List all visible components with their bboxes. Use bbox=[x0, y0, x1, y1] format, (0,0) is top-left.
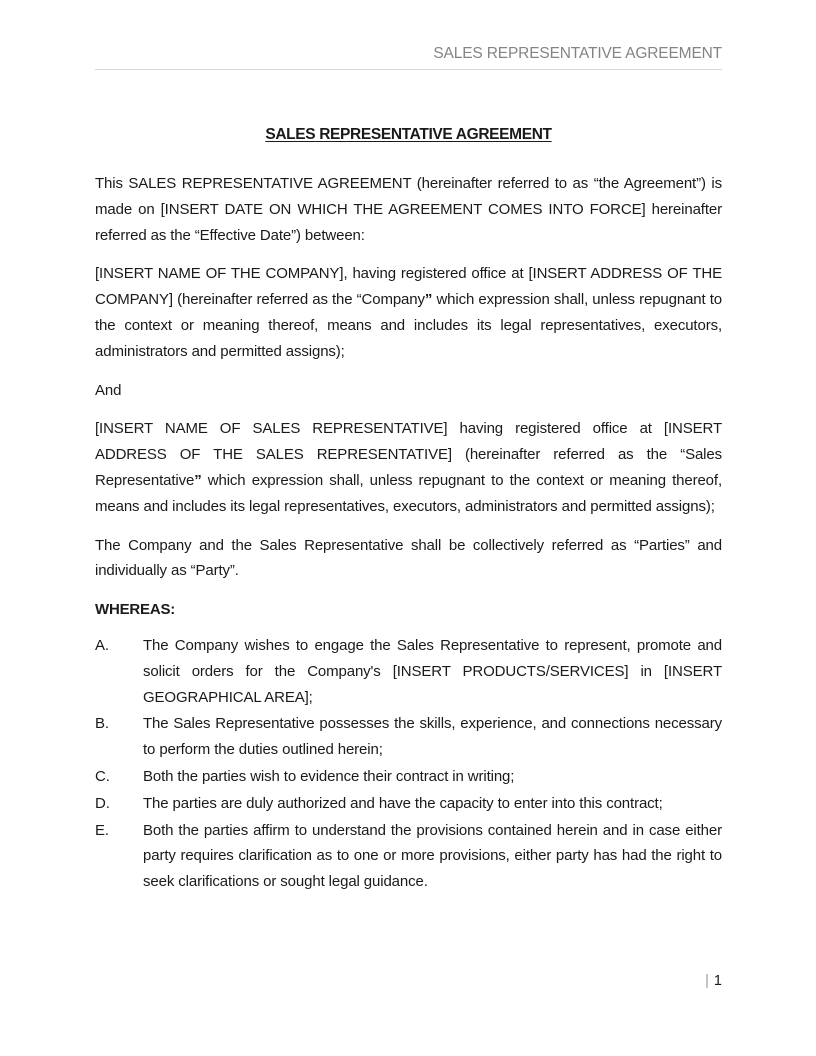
paragraph-and-connector bbox=[95, 378, 722, 404]
whereas-heading-text: WHEREAS: bbox=[95, 601, 176, 619]
paragraph-parties-text: The Company and the Sales Representative shall be collectively referred as “Parties” and individually as “Party”. bbox=[95, 536, 722, 580]
paragraph-company-text-part2: which expression shall, unless repugnant to the context or meaning thereof, means and includes its legal representatives, executors, administrators and permitted assigns); bbox=[95, 291, 722, 360]
paragraph-sales-rep-quote-close: ” bbox=[194, 471, 202, 489]
paragraph-and-text: And bbox=[95, 381, 122, 399]
page-footer bbox=[95, 972, 722, 991]
paragraph-intro-text: This SALES REPRESENTATIVE AGREEMENT (hereinafter referred to as “the Agreement”) is made on [INSERT DATE ON WHICH THE AGREEMENT COMES INTO FORCE] hereinafter referred as the “Effective Date”) between: bbox=[95, 175, 722, 244]
paragraph-company-text-part1: [INSERT NAME OF THE COMPANY], having registered office at [INSERT ADDRESS OF THE COMPANY] (hereinafter referred as the “Company bbox=[95, 265, 722, 309]
list-item bbox=[95, 633, 722, 710]
document-body bbox=[95, 125, 722, 896]
list-item-text: Both the parties wish to evidence their contract in writing; bbox=[143, 767, 515, 785]
list-item-text: Both the parties affirm to understand the provisions contained herein and in case either party requires clarification as to one or more provisions, either party has had the right to seek clarifications or sought legal guidance. bbox=[143, 821, 722, 891]
paragraph-company-quote-close: ” bbox=[424, 291, 433, 309]
paragraph-sales-rep-text-part2: which expression shall, unless repugnant to the context or meaning thereof, means and includes its legal representatives, executors, administrators and permitted assigns); bbox=[95, 471, 722, 515]
list-item bbox=[95, 818, 722, 895]
list-item bbox=[95, 791, 722, 817]
page-header-title: SALES REPRESENTATIVE AGREEMENT bbox=[433, 45, 722, 62]
list-item-marker: C. bbox=[95, 767, 110, 785]
list-item-text: The Company wishes to engage the Sales Representative to represent, promote and solicit orders for the Company's [INSERT PRODUCTS/SERVICES] in [INSERT GEOGRAPHICAL AREA]; bbox=[143, 636, 722, 706]
list-item-marker: A. bbox=[95, 636, 109, 654]
footer-separator-icon: | bbox=[705, 973, 709, 989]
recitals-list bbox=[95, 633, 722, 895]
list-item-text: The parties are duly authorized and have the capacity to enter into this contract; bbox=[143, 794, 663, 812]
list-item-marker: E. bbox=[95, 821, 109, 839]
paragraph-recital-intro bbox=[95, 171, 722, 248]
whereas-heading bbox=[95, 597, 722, 623]
page-header bbox=[95, 44, 722, 63]
footer-page-number: 1 bbox=[713, 973, 722, 989]
paragraph-sales-representative-party bbox=[95, 416, 722, 519]
document-title-text: SALES REPRESENTATIVE AGREEMENT bbox=[265, 126, 552, 143]
list-item-marker: B. bbox=[95, 715, 109, 733]
paragraph-company-party bbox=[95, 261, 722, 364]
list-item-marker: D. bbox=[95, 794, 110, 812]
list-item-text: The Sales Representative possesses the skills, experience, and connections necessary to perform the duties outlined herein; bbox=[143, 715, 722, 759]
paragraph-sales-rep-text-part1: [INSERT NAME OF SALES REPRESENTATIVE] having registered office at [INSERT ADDRESS OF THE SALES REPRESENTATIVE] (hereinafter referred as the “Sales Representative bbox=[95, 420, 722, 489]
header-divider bbox=[95, 69, 722, 70]
paragraph-parties-definition bbox=[95, 533, 722, 585]
document-title bbox=[95, 125, 722, 145]
list-item bbox=[95, 711, 722, 763]
list-item bbox=[95, 764, 722, 790]
